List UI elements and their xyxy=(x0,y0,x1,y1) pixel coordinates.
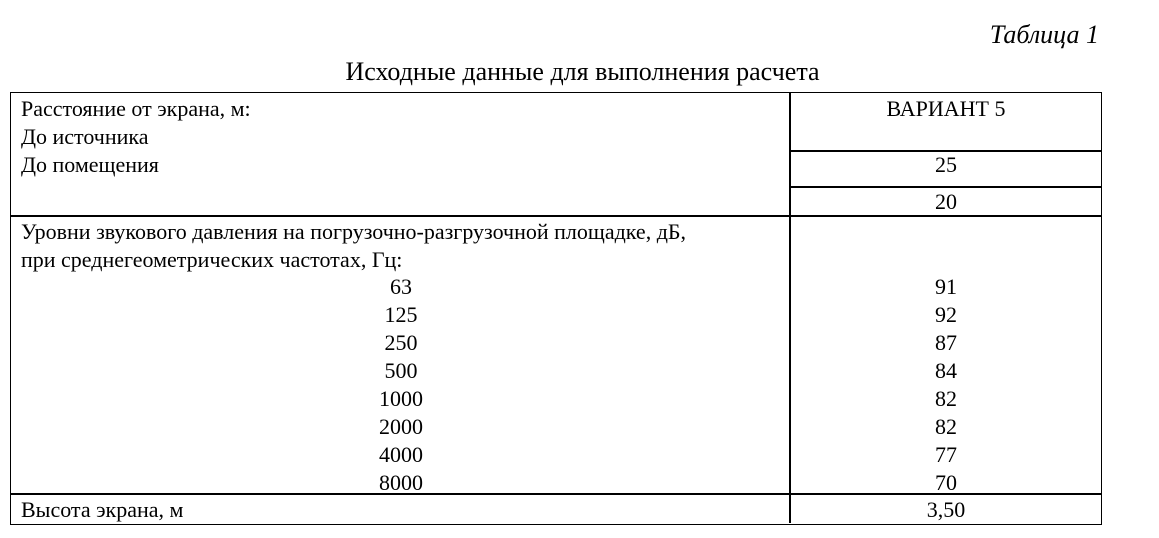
sound-level-value: 77 xyxy=(935,442,957,467)
frequency-value: 500 xyxy=(384,358,418,383)
sound-level-value: 82 xyxy=(935,386,957,411)
distance-heading: Расстояние от экрана, м: xyxy=(21,96,251,121)
frequency-value: 1000 xyxy=(379,386,423,411)
table-number-label: Таблица 1 xyxy=(989,20,1099,49)
frequency-value: 2000 xyxy=(379,414,423,439)
sound-level-value: 92 xyxy=(935,302,957,327)
sound-level-value: 70 xyxy=(935,470,957,495)
sound-level-value: 82 xyxy=(935,414,957,439)
sound-level-value: 91 xyxy=(935,274,957,299)
to-source-label: До источника xyxy=(21,124,149,149)
table-title: Исходные данные для выполнения расчета xyxy=(345,57,820,86)
to-room-label: До помещения xyxy=(21,152,159,177)
data-table xyxy=(10,92,1102,525)
frequency-value: 8000 xyxy=(379,470,423,495)
sound-heading-line2: при среднегеометрических частотах, Гц: xyxy=(21,247,403,272)
frequency-value: 4000 xyxy=(379,442,423,467)
screen-height-label: Высота экрана, м xyxy=(21,497,184,522)
screen-height-value: 3,50 xyxy=(926,497,966,522)
sound-level-value: 84 xyxy=(935,358,957,383)
frequency-value: 63 xyxy=(390,274,412,299)
variant-header: ВАРИАНТ 5 xyxy=(886,96,1006,121)
sound-level-value: 87 xyxy=(935,330,957,355)
frequency-list xyxy=(311,273,491,497)
to-source-value: 25 xyxy=(935,152,957,177)
frequency-value: 250 xyxy=(384,330,418,355)
sound-level-list xyxy=(790,273,1102,497)
frequency-value: 125 xyxy=(384,302,418,327)
to-room-value: 20 xyxy=(935,189,957,214)
sound-heading-line1: Уровни звукового давления на погрузочно-разгрузочной площадке, дБ, xyxy=(21,219,687,244)
